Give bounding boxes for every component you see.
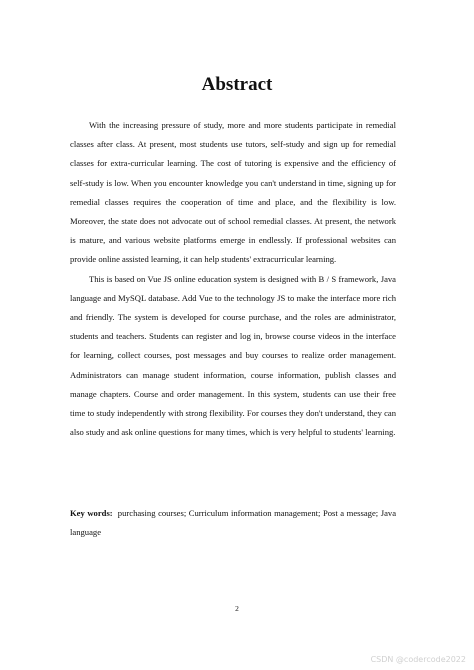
abstract-paragraph-1: With the increasing pressure of study, more and more students participate in remedial classes after class. At present, most students use tutors, self-study and sign up for remedial classes for extra-curricular learning. The cost of tutoring is expensive and the efficiency of self-study is low. When you encounter knowledge you can't understand in time, signing up for remedial classes requires the cooperation of time and place, and the flexibility is low. Moreover, the state does not advocate out of school remedial classes. At present, the network is mature, and various website platforms emerge in endlessly. If professional websites can provide online assisted learning, it can help students' extracurricular learning. [70, 120, 396, 265]
abstract-paragraph-2: This is based on Vue JS online education system is designed with B / S framework, Java language and MySQL database. Add Vue to the technology JS to make the interface more rich and friendly. The system is developed for course purchase, and the roles are administrator, students and teachers. Students can register and log in, browse course videos in the interface for learning, collect courses, post messages and buy courses to realize order management. Administrators can manage student information, course information, publish classes and manage chapters. Course and order management. In this system, students can use their free time to study independently with strong flexibility. For courses they don't understand, they can also study and ask online questions for many times, which is very helpful to students' learning. [70, 273, 396, 438]
keywords-text: purchasing courses; Curriculum information management; Post a message; Java language [70, 508, 397, 538]
keywords-block [70, 504, 396, 542]
page-title: Abstract [201, 74, 273, 95]
watermark: CSDN @codercode2022 [370, 655, 466, 664]
page-number: 2 [235, 604, 239, 613]
abstract-body [70, 116, 396, 442]
keywords-label: Key words: [70, 508, 113, 518]
